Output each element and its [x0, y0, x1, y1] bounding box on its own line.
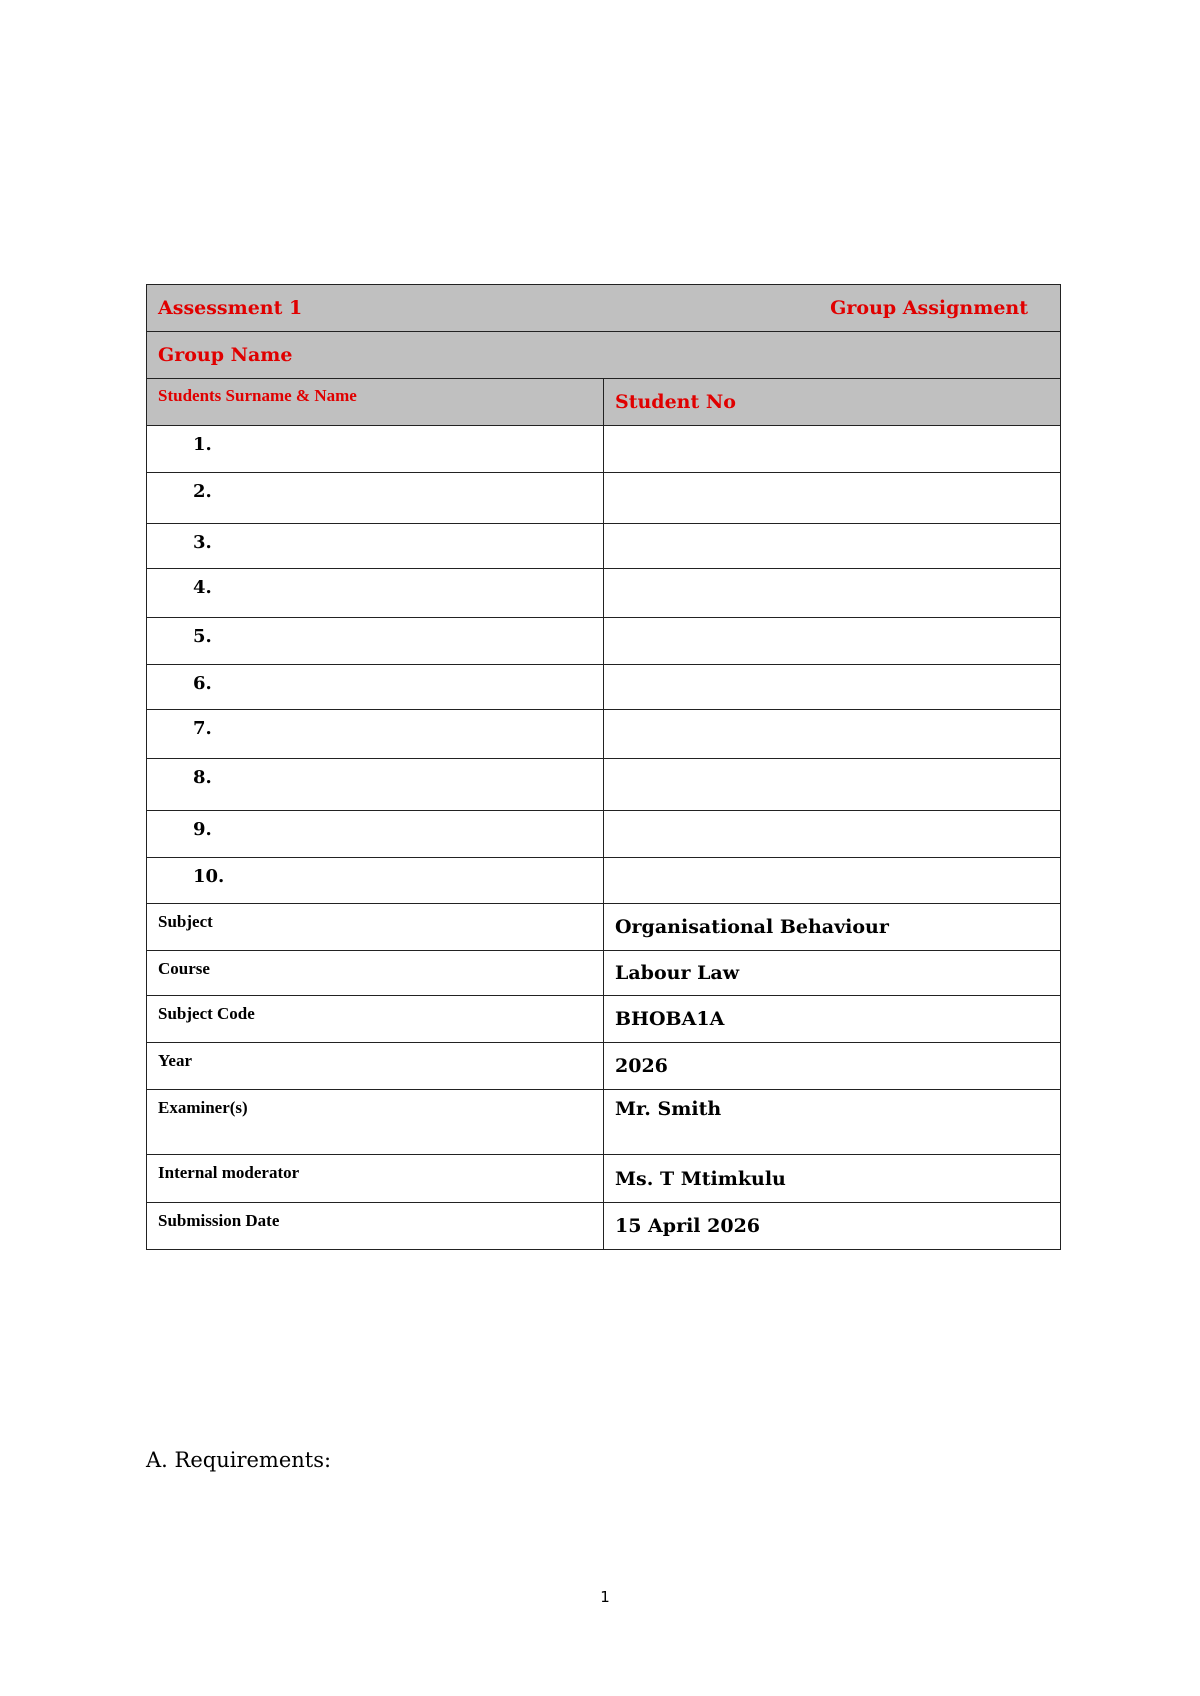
student-no-cell[interactable] [604, 710, 1061, 759]
student-no-cell[interactable] [604, 858, 1061, 904]
student-name-cell[interactable]: 9. [147, 811, 604, 858]
info-label: Submission Date [147, 1203, 604, 1250]
student-no-cell[interactable] [604, 473, 1061, 524]
student-no-cell[interactable] [604, 811, 1061, 858]
student-name-cell[interactable]: 2. [147, 473, 604, 524]
info-row [147, 951, 1061, 996]
info-row [147, 1203, 1061, 1250]
student-row [147, 858, 1061, 904]
student-row [147, 665, 1061, 710]
info-label: Subject [147, 904, 604, 951]
info-label: Examiner(s) [147, 1090, 604, 1155]
student-name-cell[interactable]: 10. [147, 858, 604, 904]
info-label: Course [147, 951, 604, 996]
student-no-cell[interactable] [604, 665, 1061, 710]
student-no-cell[interactable] [604, 569, 1061, 618]
cover-sheet-table [146, 284, 1061, 1250]
student-row [147, 759, 1061, 811]
info-label: Subject Code [147, 996, 604, 1043]
info-value: Labour Law [604, 951, 1061, 996]
info-label: Year [147, 1043, 604, 1090]
assessment-header-row [147, 285, 1061, 332]
assessment-label: Assessment 1 [158, 297, 303, 319]
student-name-column-header: Students Surname & Name [147, 379, 604, 426]
page-number: 1 [600, 1588, 610, 1606]
info-value: 2026 [604, 1043, 1061, 1090]
info-value: Ms. T Mtimkulu [604, 1155, 1061, 1203]
student-name-cell[interactable]: 5. [147, 618, 604, 665]
info-row [147, 996, 1061, 1043]
student-row [147, 811, 1061, 858]
info-value: Organisational Behaviour [604, 904, 1061, 951]
student-no-cell[interactable] [604, 618, 1061, 665]
student-row [147, 569, 1061, 618]
student-no-cell[interactable] [604, 426, 1061, 473]
info-value: Mr. Smith [604, 1090, 1061, 1155]
student-name-cell[interactable]: 3. [147, 524, 604, 569]
student-row [147, 426, 1061, 473]
student-no-column-header: Student No [604, 379, 1061, 426]
student-name-cell[interactable]: 4. [147, 569, 604, 618]
student-no-cell[interactable] [604, 759, 1061, 811]
student-row [147, 710, 1061, 759]
student-row [147, 524, 1061, 569]
info-label: Internal moderator [147, 1155, 604, 1203]
assignment-type: Group Assignment [830, 297, 1029, 319]
student-row [147, 473, 1061, 524]
student-name-cell[interactable]: 8. [147, 759, 604, 811]
student-no-cell[interactable] [604, 524, 1061, 569]
student-name-cell[interactable]: 6. [147, 665, 604, 710]
student-name-cell[interactable]: 1. [147, 426, 604, 473]
info-row [147, 904, 1061, 951]
info-row [147, 1090, 1061, 1155]
student-name-cell[interactable]: 7. [147, 710, 604, 759]
info-row [147, 1043, 1061, 1090]
group-name-label: Group Name [158, 344, 293, 366]
student-row [147, 618, 1061, 665]
info-value: BHOBA1A [604, 996, 1061, 1043]
info-row [147, 1155, 1061, 1203]
column-header-row [147, 379, 1061, 426]
requirements-heading: A. Requirements: [146, 1448, 332, 1472]
group-name-row [147, 332, 1061, 379]
info-value: 15 April 2026 [604, 1203, 1061, 1250]
